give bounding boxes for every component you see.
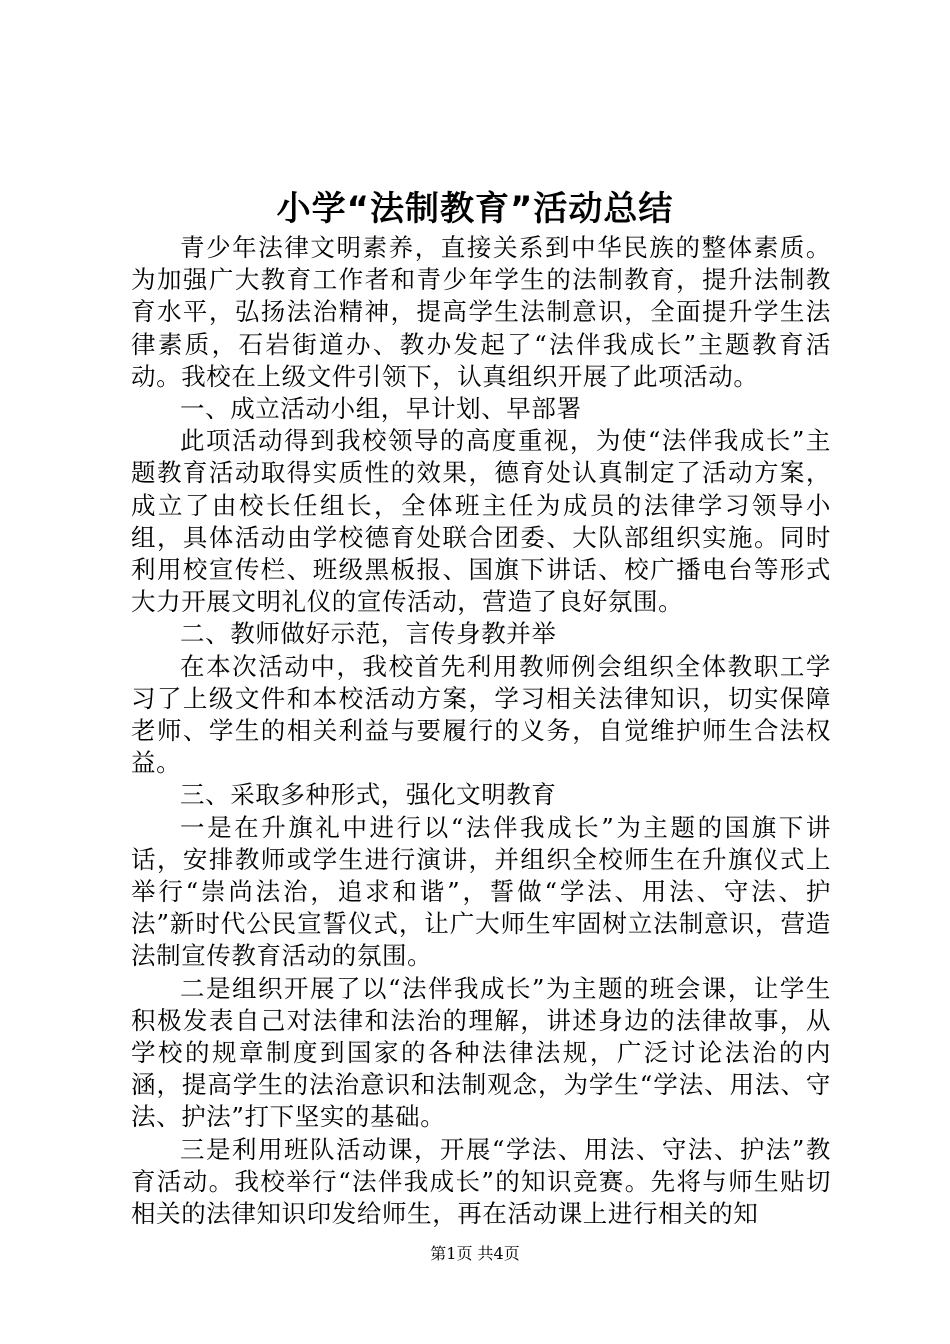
paragraph-section-3-item-3: 三是利用班队活动课，开展“学法、用法、守法、护法”教育活动。我校举行“法伴我成长”的知识竞赛。先将与师生贴切相关的法律知识印发给师生，再在活动课上进行相关的知 [131, 1134, 831, 1229]
document-title: 小学“法制教育”活动总结 [276, 189, 674, 229]
section-heading-3: 三、采取多种形式，强化文明教育 [180, 780, 557, 810]
section-heading-1: 一、成立活动小组，早计划、早部署 [180, 394, 582, 424]
paragraph-section-3-item-1: 一是在升旗礼中进行以“法伴我成长”为主题的国旗下讲话，安排教师或学生进行演讲，并组织全校师生在升旗仪式上举行“崇尚法治，追求和谐”，誓做“学法、用法、守法、护法”新时代公民宣誓仪式，让广大师生牢固树立法制意识，营造法制宣传教育活动的氛围。 [131, 812, 831, 971]
document-body [131, 232, 831, 1230]
section-heading-2: 二、教师做好示范，言传身教并举 [180, 619, 557, 649]
paragraph-section-2: 在本次活动中，我校首先利用教师例会组织全体教职工学习了上级文件和本校活动方案，学习相关法律知识，切实保障老师、学生的相关利益与要履行的义务，自觉维护师生合法权益。 [131, 651, 831, 778]
paragraph-section-3-item-2: 二是组织开展了以“法伴我成长”为主题的班会课，让学生积极发表自己对法律和法治的理解，讲述身边的法律故事，从学校的规章制度到国家的各种法律法规，广泛讨论法治的内涵，提高学生的法治意识和法制观念，为学生“学法、用法、守法、护法”打下坚实的基础。 [131, 973, 831, 1132]
page-footer: 第1页 共4页 [430, 1244, 520, 1263]
paragraph-intro: 青少年法律文明素养，直接关系到中华民族的整体素质。为加强广大教育工作者和青少年学生的法制教育，提升法制教育水平，弘扬法治精神，提高学生法制意识，全面提升学生法律素质，石岩街道办、教办发起了“法伴我成长”主题教育活动。我校在上级文件引领下，认真组织开展了此项活动。 [131, 233, 831, 391]
paragraph-section-1: 此项活动得到我校领导的高度重视，为使“法伴我成长”主题教育活动取得实质性的效果，德育处认真制定了活动方案，成立了由校长任组长，全体班主任为成员的法律学习领导小组，具体活动由学校德育处联合团委、大队部组织实施。同时利用校宣传栏、班级黑板报、国旗下讲话、校广播电台等形式大力开展文明礼仪的宣传活动，营造了良好氛围。 [131, 426, 831, 617]
